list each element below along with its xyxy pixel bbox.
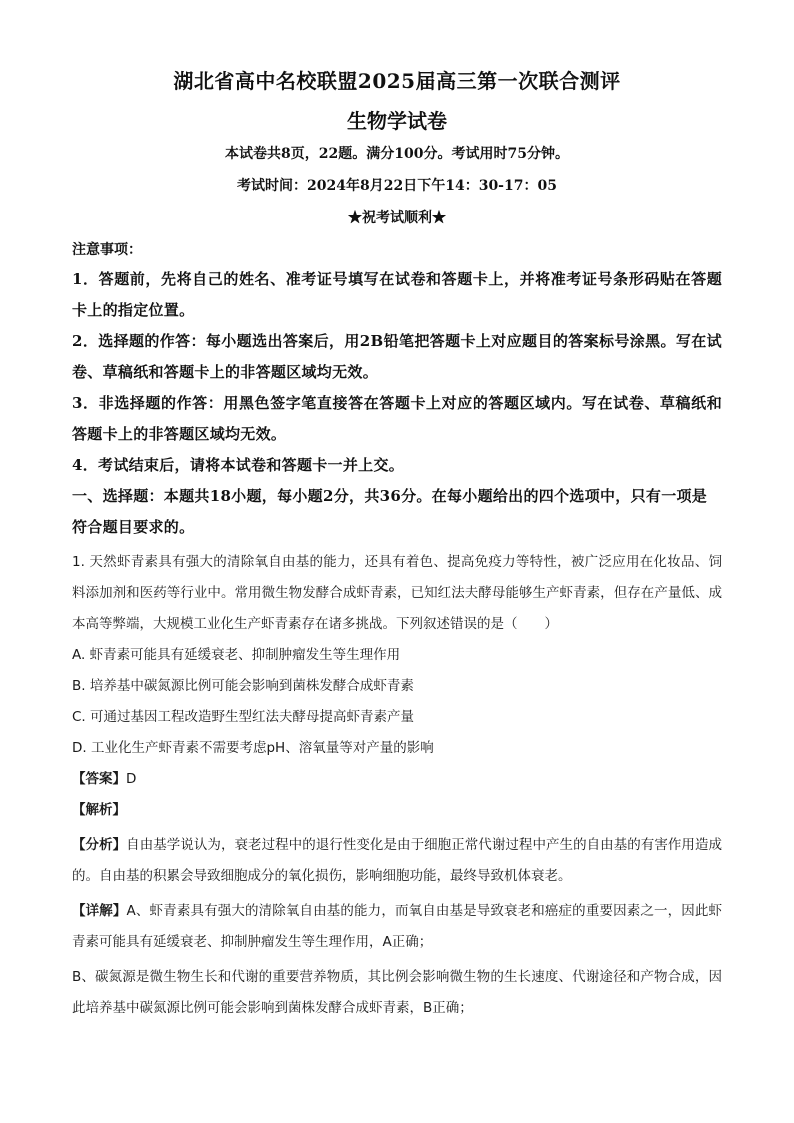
section-heading: 一、选择题：本题共18小题，每小题2分，共36分。在每小题给出的四个选项中，只有一项是符合题目要求的。 bbox=[72, 487, 708, 536]
blessing-line: ★祝考试顺利★ bbox=[348, 210, 446, 226]
notice-item: 1．答题前，先将自己的姓名、准考证号填写在试卷和答题卡上，并将准考证号条形码贴在答题卡上的指定位置。 bbox=[72, 270, 722, 319]
fenxi-text: 自由基学说认为，衰老过程中的退行性变化是由于细胞正常代谢过程中产生的自由基的有害作用造成的。自由基的积累会导致细胞成分的氧化损伤，影响细胞功能，最终导致机体衰老。 bbox=[72, 837, 723, 884]
xiangjie-a-paragraph bbox=[72, 896, 722, 958]
notice-item: 3．非选择题的作答：用黑色签字笔直接答在答题卡上对应的答题区域内。写在试卷、草稿纸和答题卡上的非答题区域均无效。 bbox=[72, 394, 722, 443]
notice-heading: 注意事项： bbox=[72, 242, 142, 258]
fenxi-paragraph bbox=[72, 830, 722, 892]
xiangjie-a-text: A、虾青素具有强大的清除氧自由基的能力，而氧自由基是导致衰老和癌症的重要因素之一，因此虾青素可能具有延缓衰老、抑制肿瘤发生等生理作用，A正确； bbox=[72, 903, 723, 950]
answer-line bbox=[72, 764, 722, 795]
question-stem: 1. 天然虾青素具有强大的清除氧自由基的能力，还具有着色、提高免疫力等特性，被广泛应用在化妆品、饲料添加剂和医药等行业中。常用微生物发酵合成虾青素，已知红法夫酵母能够生产虾青素，但存在产量低、成本高等弊端，大规模工业化生产虾青素存在诸多挑战。下列叙述错误的是（ ） bbox=[72, 554, 722, 632]
exam-page bbox=[72, 66, 722, 1024]
option-a: A. 虾青素可能具有延缓衰老、抑制肿瘤发生等生理作用 bbox=[72, 647, 401, 663]
notice-list bbox=[72, 264, 722, 481]
xiangjie-tag: 【详解】 bbox=[72, 903, 127, 919]
exam-time: 考试时间：2024年8月22日下午14：30-17：05 bbox=[237, 178, 557, 194]
notice-item: 4．考试结束后，请将本试卷和答题卡一并上交。 bbox=[72, 456, 405, 474]
exam-info: 本试卷共8页，22题。满分100分。考试用时75分钟。 bbox=[225, 146, 569, 162]
fenxi-tag: 【分析】 bbox=[72, 837, 127, 853]
analysis-tag: 【解析】 bbox=[72, 802, 126, 818]
answer-tag: 【答案】 bbox=[72, 771, 126, 787]
option-b: B. 培养基中碳氮源比例可能会影响到菌株发酵合成虾青素 bbox=[72, 678, 414, 694]
xiangjie-b-paragraph: B、碳氮源是微生物生长和代谢的重要营养物质，其比例会影响微生物的生长速度、代谢途径和产物合成，因此培养基中碳氮源比例可能会影响到菌株发酵合成虾青素，B正确； bbox=[72, 969, 722, 1016]
answer-value: D bbox=[126, 771, 137, 787]
exam-title: 湖北省高中名校联盟2025届高三第一次联合测评 bbox=[173, 69, 621, 93]
option-c: C. 可通过基因工程改造野生型红法夫酵母提高虾青素产量 bbox=[72, 709, 415, 725]
analysis-line bbox=[72, 795, 722, 826]
subject-title: 生物学试卷 bbox=[347, 109, 447, 133]
option-d: D. 工业化生产虾青素不需要考虑pH、溶氧量等对产量的影响 bbox=[72, 740, 434, 756]
notice-item: 2．选择题的作答：每小题选出答案后，用2B铅笔把答题卡上对应题目的答案标号涂黑。写在试卷、草稿纸和答题卡上的非答题区域均无效。 bbox=[72, 332, 722, 381]
